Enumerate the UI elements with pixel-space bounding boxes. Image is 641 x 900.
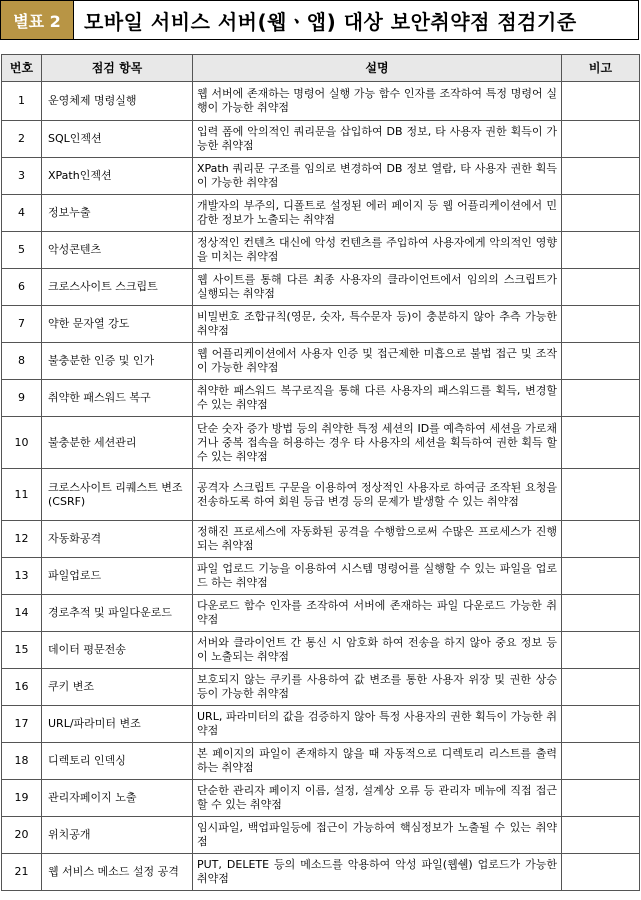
row-item: 크로스사이트 스크립트 [42, 269, 193, 306]
row-note [562, 195, 640, 232]
row-item: 크로스사이트 리퀘스트 변조(CSRF) [42, 469, 193, 521]
table-row [2, 195, 640, 232]
row-desc: 비밀번호 조합규칙(영문, 숫자, 특수문자 등)이 충분하지 않아 추측 가능한 취약점 [193, 306, 562, 343]
table-row [2, 669, 640, 706]
row-num: 2 [2, 121, 42, 158]
row-note [562, 121, 640, 158]
row-num: 4 [2, 195, 42, 232]
row-note [562, 706, 640, 743]
row-item: 데이터 평문전송 [42, 632, 193, 669]
row-num: 21 [2, 854, 42, 891]
header-num: 번호 [2, 55, 42, 82]
row-num: 13 [2, 558, 42, 595]
row-desc: 정해진 프로세스에 자동화된 공격을 수행함으로써 수많은 프로세스가 진행되는 취약점 [193, 521, 562, 558]
row-desc: 본 페이지의 파일이 존재하지 않을 때 자동적으로 디렉토리 리스트를 출력하는 취약점 [193, 743, 562, 780]
row-num: 17 [2, 706, 42, 743]
table-row [2, 82, 640, 121]
table-row [2, 706, 640, 743]
row-desc: 임시파일, 백업파일등에 접근이 가능하여 핵심정보가 노출될 수 있는 취약점 [193, 817, 562, 854]
row-num: 16 [2, 669, 42, 706]
row-desc: 입력 폼에 악의적인 쿼리문을 삽입하여 DB 정보, 타 사용자 권한 획득이 가능한 취약점 [193, 121, 562, 158]
row-item: SQL인젝션 [42, 121, 193, 158]
row-num: 8 [2, 343, 42, 380]
row-note [562, 232, 640, 269]
row-desc: URL, 파라미터의 값을 검증하지 않아 특정 사용자의 권한 획득이 가능한 취약점 [193, 706, 562, 743]
row-item: XPath인젝션 [42, 158, 193, 195]
row-note [562, 306, 640, 343]
row-note [562, 669, 640, 706]
table-row [2, 854, 640, 891]
table-row [2, 558, 640, 595]
table-header-row [2, 55, 640, 82]
row-desc: PUT, DELETE 등의 메소드를 악용하여 악성 파일(웹쉘) 업로드가 가능한 취약점 [193, 854, 562, 891]
row-num: 19 [2, 780, 42, 817]
table-row [2, 269, 640, 306]
row-note [562, 469, 640, 521]
row-num: 9 [2, 380, 42, 417]
table-row [2, 232, 640, 269]
row-desc: 정상적인 컨텐츠 대신에 악성 컨텐츠를 주입하여 사용자에게 악의적인 영향을 미치는 취약점 [193, 232, 562, 269]
row-note [562, 558, 640, 595]
row-note [562, 817, 640, 854]
row-desc: 웹 사이트를 통해 다른 최종 사용자의 클라이언트에서 임의의 스크립트가 실행되는 취약점 [193, 269, 562, 306]
row-note [562, 743, 640, 780]
row-num: 18 [2, 743, 42, 780]
row-num: 11 [2, 469, 42, 521]
row-note [562, 854, 640, 891]
row-note [562, 269, 640, 306]
row-desc: 단순 숫자 증가 방법 등의 취약한 특정 세션의 ID를 예측하여 세션을 가로채거나 중복 접속을 허용하는 경우 타 사용자의 세션을 획득하여 권한 획득 할 수 있는 취약점 [193, 417, 562, 469]
table-row [2, 521, 640, 558]
row-num: 5 [2, 232, 42, 269]
row-note [562, 343, 640, 380]
row-num: 1 [2, 82, 42, 121]
table-row [2, 743, 640, 780]
row-item: 운영체제 명령실행 [42, 82, 193, 121]
row-desc: 공격자 스크립트 구문을 이용하여 정상적인 사용자로 하여금 조작된 요청을 전송하도록 하여 회원 등급 변경 등의 문제가 발생할 수 있는 취약점 [193, 469, 562, 521]
row-item: 디렉토리 인덱싱 [42, 743, 193, 780]
table-row [2, 343, 640, 380]
row-note [562, 158, 640, 195]
table-row [2, 817, 640, 854]
row-item: 쿠키 변조 [42, 669, 193, 706]
row-desc: 웹 서버에 존재하는 명령어 실행 가능 함수 인자를 조작하여 특정 명령어 실행이 가능한 취약점 [193, 82, 562, 121]
row-item: 자동화공격 [42, 521, 193, 558]
row-item: 웹 서비스 메소드 설정 공격 [42, 854, 193, 891]
row-num: 10 [2, 417, 42, 469]
row-desc: 서버와 클라이언트 간 통신 시 암호화 하여 전송을 하지 않아 중요 정보 등이 노출되는 취약점 [193, 632, 562, 669]
row-note [562, 82, 640, 121]
row-item: 관리자페이지 노출 [42, 780, 193, 817]
table-row [2, 780, 640, 817]
row-desc: 파일 업로드 기능을 이용하여 시스템 명령어를 실행할 수 있는 파일을 업로드 하는 취약점 [193, 558, 562, 595]
row-desc: XPath 쿼리문 구조를 임의로 변경하여 DB 정보 열람, 타 사용자 권한 획득이 가능한 취약점 [193, 158, 562, 195]
page-title: 모바일 서비스 서버(웹ㆍ앱) 대상 보안취약점 점검기준 [84, 9, 577, 34]
row-desc: 단순한 관리자 페이지 이름, 설정, 설계상 오류 등 관리자 메뉴에 직접 접근할 수 있는 취약점 [193, 780, 562, 817]
row-num: 6 [2, 269, 42, 306]
row-note [562, 521, 640, 558]
row-num: 14 [2, 595, 42, 632]
row-desc: 웹 어플리케이션에서 사용자 인증 및 접근제한 미흡으로 불법 접근 및 조작이 가능한 취약점 [193, 343, 562, 380]
table-row [2, 306, 640, 343]
row-item: URL/파라미터 변조 [42, 706, 193, 743]
header-item: 점검 항목 [42, 55, 193, 82]
table-row [2, 380, 640, 417]
row-note [562, 632, 640, 669]
row-item: 경로추적 및 파일다운로드 [42, 595, 193, 632]
table-row [2, 417, 640, 469]
row-num: 20 [2, 817, 42, 854]
row-item: 약한 문자열 강도 [42, 306, 193, 343]
row-num: 12 [2, 521, 42, 558]
document-header [0, 0, 639, 40]
row-note [562, 380, 640, 417]
row-item: 불충분한 인증 및 인가 [42, 343, 193, 380]
header-desc: 설명 [193, 55, 562, 82]
row-item: 위치공개 [42, 817, 193, 854]
table-row [2, 469, 640, 521]
row-item: 취약한 패스워드 복구 [42, 380, 193, 417]
row-note [562, 780, 640, 817]
table-row [2, 595, 640, 632]
row-desc: 취약한 패스워드 복구로직을 통해 다른 사용자의 패스워드를 획득, 변경할 수 있는 취약점 [193, 380, 562, 417]
header-note: 비고 [562, 55, 640, 82]
row-note [562, 595, 640, 632]
row-item: 불충분한 세션관리 [42, 417, 193, 469]
table-row [2, 121, 640, 158]
table-body [2, 82, 640, 891]
row-item: 정보누출 [42, 195, 193, 232]
vulnerability-table [1, 54, 640, 891]
table-tag: 별표 2 [1, 1, 74, 39]
row-item: 파일업로드 [42, 558, 193, 595]
row-note [562, 417, 640, 469]
row-num: 3 [2, 158, 42, 195]
row-desc: 개발자의 부주의, 디폴트로 설정된 에러 페이지 등 웹 어플리케이션에서 민감한 정보가 노출되는 취약점 [193, 195, 562, 232]
row-num: 7 [2, 306, 42, 343]
row-num: 15 [2, 632, 42, 669]
table-row [2, 158, 640, 195]
row-desc: 다운로드 함수 인자를 조작하여 서버에 존재하는 파일 다운로드 가능한 취약점 [193, 595, 562, 632]
row-item: 악성콘텐츠 [42, 232, 193, 269]
row-desc: 보호되지 않는 쿠키를 사용하여 값 변조를 통한 사용자 위장 및 권한 상승 등이 가능한 취약점 [193, 669, 562, 706]
table-row [2, 632, 640, 669]
